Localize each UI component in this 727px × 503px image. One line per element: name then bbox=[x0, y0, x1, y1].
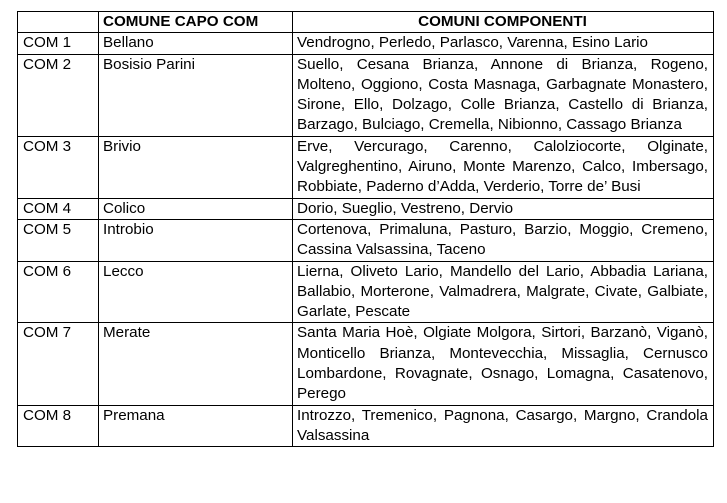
row-capo: Premana bbox=[99, 405, 293, 447]
row-capo: Merate bbox=[99, 323, 293, 405]
row-comuni: Cortenova, Primaluna, Pasturo, Barzio, Moggio, Cremeno, Cassina Valsassina, Taceno bbox=[293, 219, 714, 261]
table-row bbox=[18, 219, 714, 261]
table-row bbox=[18, 136, 714, 198]
document-page bbox=[17, 11, 714, 447]
table-row bbox=[18, 405, 714, 447]
row-code: COM 4 bbox=[18, 198, 99, 219]
row-code: COM 3 bbox=[18, 136, 99, 198]
row-comuni: Erve, Vercurago, Carenno, Calolziocorte, Olginate, Valgreghentino, Airuno, Monte Marenzo, Calco, Imbersago, Robbiate, Paderno d’Adda, Verderio, Torre de’ Busi bbox=[293, 136, 714, 198]
row-comuni: Suello, Cesana Brianza, Annone di Brianza, Rogeno, Molteno, Oggiono, Costa Masnaga, Garbagnate Monastero, Sirone, Ello, Dolzago, Colle Brianza, Castello di Brianza, Barzago, Bulciago, Cremella, Nibionno, Cassago Brianza bbox=[293, 54, 714, 136]
header-code bbox=[18, 12, 99, 33]
row-code: COM 1 bbox=[18, 33, 99, 54]
table-row bbox=[18, 261, 714, 323]
row-capo: Introbio bbox=[99, 219, 293, 261]
row-code: COM 7 bbox=[18, 323, 99, 405]
row-capo: Bosisio Parini bbox=[99, 54, 293, 136]
row-comuni: Introzzo, Tremenico, Pagnona, Casargo, Margno, Crandola Valsassina bbox=[293, 405, 714, 447]
com-table bbox=[17, 11, 714, 447]
header-comuni: COMUNI COMPONENTI bbox=[293, 12, 714, 33]
table-row bbox=[18, 198, 714, 219]
row-code: COM 6 bbox=[18, 261, 99, 323]
table-row bbox=[18, 33, 714, 54]
table-row bbox=[18, 323, 714, 405]
row-comuni: Vendrogno, Perledo, Parlasco, Varenna, Esino Lario bbox=[293, 33, 714, 54]
row-capo: Colico bbox=[99, 198, 293, 219]
row-code: COM 5 bbox=[18, 219, 99, 261]
row-comuni: Lierna, Oliveto Lario, Mandello del Lario, Abbadia Lariana, Ballabio, Morterone, Valmadrera, Malgrate, Civate, Galbiate, Garlate, Pescate bbox=[293, 261, 714, 323]
row-capo: Bellano bbox=[99, 33, 293, 54]
table-row bbox=[18, 54, 714, 136]
row-code: COM 8 bbox=[18, 405, 99, 447]
header-row bbox=[18, 12, 714, 33]
row-comuni: Santa Maria Hoè, Olgiate Molgora, Sirtori, Barzanò, Viganò, Monticello Brianza, Montevecchia, Missaglia, Cernusco Lombardone, Rovagnate, Osnago, Lomagna, Casatenovo, Perego bbox=[293, 323, 714, 405]
row-capo: Lecco bbox=[99, 261, 293, 323]
header-capo: COMUNE CAPO COM bbox=[99, 12, 293, 33]
row-code: COM 2 bbox=[18, 54, 99, 136]
row-capo: Brivio bbox=[99, 136, 293, 198]
row-comuni: Dorio, Sueglio, Vestreno, Dervio bbox=[293, 198, 714, 219]
